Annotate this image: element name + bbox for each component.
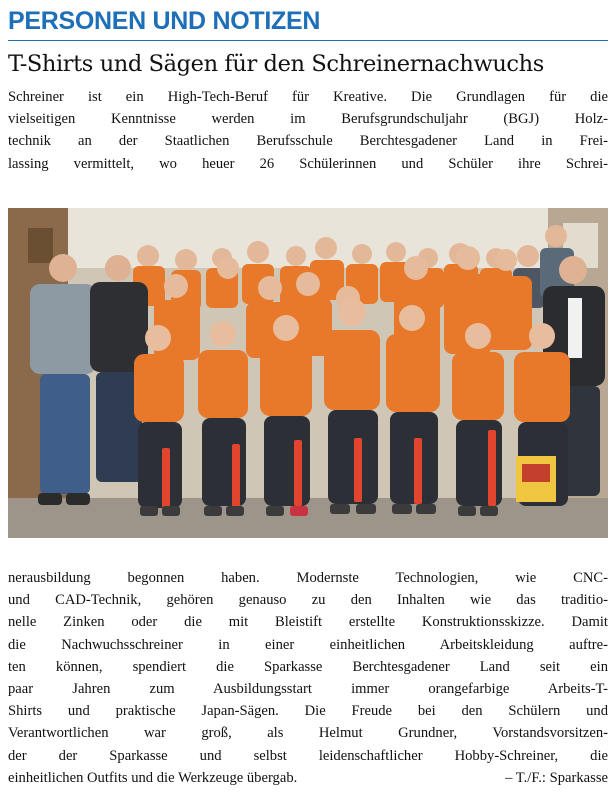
body-line: der der Sparkasse und selbst leidenschaftlicher Hobby-Schreiner, die [8, 747, 608, 764]
article-body [8, 567, 608, 789]
body-line: nelle Zinken oder die mit Bleistift erstellte Konstruktionsskizze. Damit [8, 614, 608, 631]
body-line: ten können, spendiert die Sparkasse Berchtesgadener Land seit ein [8, 658, 608, 675]
body-line: Verantwortlichen war groß, als Helmut Grundner, Vorstandsvorsitzen- [8, 725, 608, 742]
intro-line: Schreiner ist ein High-Tech-Beruf für Kreative. Die Grundlagen für die [8, 89, 608, 105]
intro-line: technik an der Staatlichen Berufsschule Berchtesgadener Land in Frei- [8, 133, 608, 150]
section-title: PERSONEN UND NOTIZEN [8, 7, 321, 35]
intro-line: lassing vermittelt, wo heuer 26 Schülerinnen und Schüler ihre Schrei- [8, 155, 608, 172]
photo-credit: – T./F.: Sparkasse [505, 769, 608, 786]
section-header [8, 4, 608, 41]
body-line: die Nachwuchsschreiner in einer einheitlichen Arbeitskleidung auftre- [8, 636, 608, 653]
group-photo [8, 208, 608, 538]
intro-line: vielseitigen Kenntnisse werden im Berufsgrundschuljahr (BGJ) Holz- [8, 111, 608, 128]
body-last-line [8, 767, 608, 789]
body-last-text: einheitlichen Outfits und die Werkzeuge übergab. [8, 769, 298, 786]
article-intro [8, 86, 608, 175]
body-line: und CAD-Technik, gehören genauso zu den Inhalten wie das traditio- [8, 592, 608, 609]
body-line: Shirts und praktische Japan-Sägen. Die Freude bei den Schülern und [8, 703, 608, 720]
body-line: paar Jahren zum Ausbildungsstart immer orangefarbige Arbeits-T- [8, 681, 608, 698]
body-line: nerausbildung begonnen haben. Modernste Technologien, wie CNC- [8, 570, 608, 586]
article-headline: T-Shirts und Sägen für den Schreinernachwuchs [8, 51, 544, 77]
